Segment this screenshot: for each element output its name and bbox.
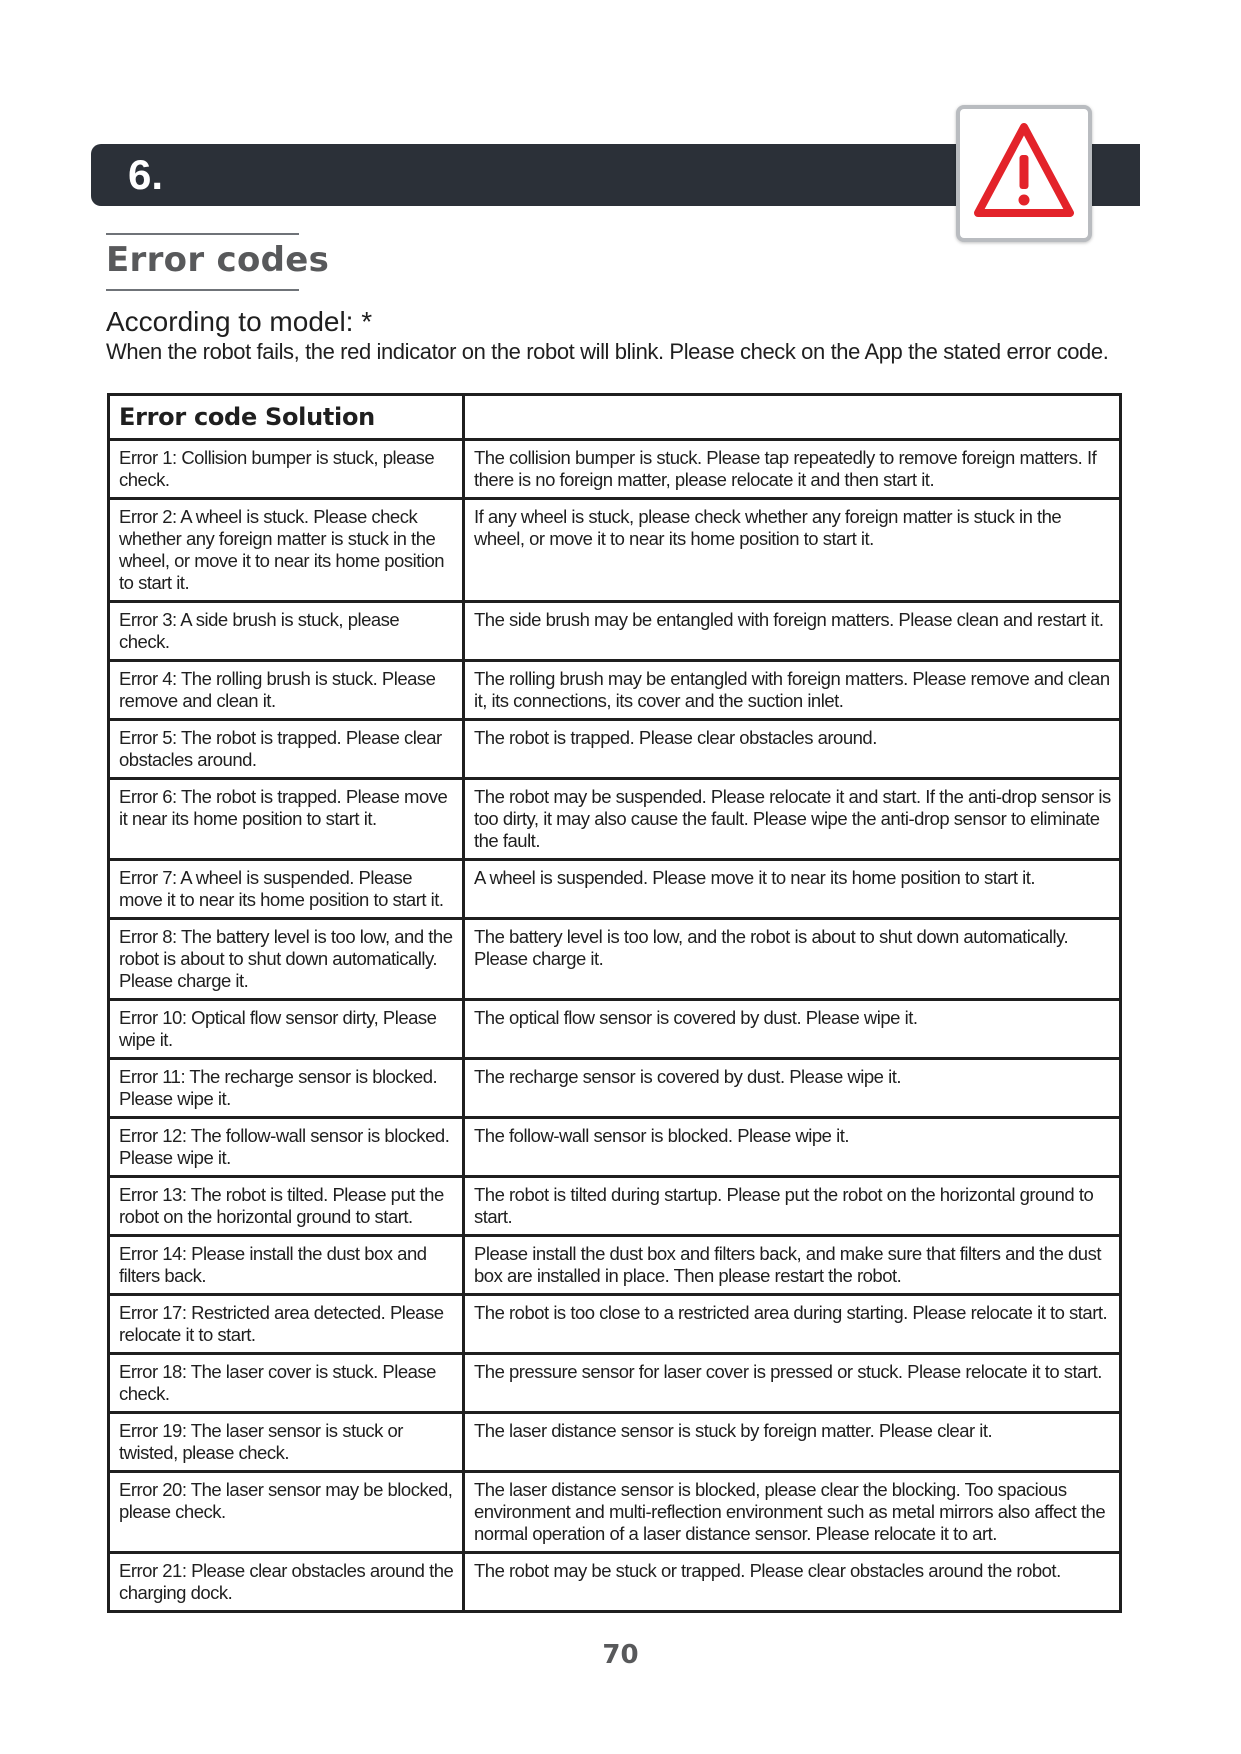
table-row <box>109 1354 1121 1413</box>
solution-cell: The side brush may be entangled with foreign matters. Please clean and restart it. <box>464 602 1121 661</box>
intro-text: When the robot fails, the red indicator on the robot will blink. Please check on the App the stated error code. <box>106 339 1109 364</box>
table-header-row <box>109 395 1121 440</box>
error-code-cell: Error 17: Restricted area detected. Please relocate it to start. <box>109 1295 464 1354</box>
error-code-cell: Error 14: Please install the dust box and filters back. <box>109 1236 464 1295</box>
table-row <box>109 720 1121 779</box>
solution-cell: The collision bumper is stuck. Please tap repeatedly to remove foreign matters. If there is no foreign matter, please relocate it and then start it. <box>464 440 1121 499</box>
table-row <box>109 919 1121 1000</box>
error-code-cell: Error 19: The laser sensor is stuck or twisted, please check. <box>109 1413 464 1472</box>
page-title: Error codes <box>106 240 330 280</box>
table-header: Error code Solution <box>109 395 464 440</box>
error-code-cell: Error 3: A side brush is stuck, please check. <box>109 602 464 661</box>
solution-cell: The robot is too close to a restricted area during starting. Please relocate it to start. <box>464 1295 1121 1354</box>
error-code-cell: Error 21: Please clear obstacles around the charging dock. <box>109 1553 464 1612</box>
section-number: 6. <box>128 151 164 198</box>
table-row <box>109 1000 1121 1059</box>
error-code-cell: Error 1: Collision bumper is stuck, please check. <box>109 440 464 499</box>
table-row <box>109 1413 1121 1472</box>
table-row <box>109 440 1121 499</box>
solution-cell: Please install the dust box and filters back, and make sure that filters and the dust box are installed in place. Then please restart the robot. <box>464 1236 1121 1295</box>
error-code-cell: Error 13: The robot is tilted. Please put the robot on the horizontal ground to start. <box>109 1177 464 1236</box>
table-row <box>109 1059 1121 1118</box>
error-code-cell: Error 6: The robot is trapped. Please move it near its home position to start it. <box>109 779 464 860</box>
model-note: According to model: * <box>106 306 373 337</box>
page-number: 70 <box>602 1640 639 1670</box>
solution-cell: The laser distance sensor is blocked, please clear the blocking. Too spacious environment and multi-reflection environment such as metal mirrors also affect the normal operation of a laser distance sensor. Please relocate it to art. <box>464 1472 1121 1553</box>
table-row <box>109 602 1121 661</box>
error-code-cell: Error 20: The laser sensor may be blocked, please check. <box>109 1472 464 1553</box>
warning-triangle-icon <box>970 119 1078 227</box>
error-code-cell: Error 12: The follow-wall sensor is blocked. Please wipe it. <box>109 1118 464 1177</box>
warning-badge <box>956 105 1092 242</box>
solution-cell: The robot may be suspended. Please relocate it and start. If the anti-drop sensor is too dirty, it may also cause the fault. Please wipe the anti-drop sensor to eliminate the fault. <box>464 779 1121 860</box>
solution-cell: A wheel is suspended. Please move it to near its home position to start it. <box>464 860 1121 919</box>
solution-cell: The robot is tilted during startup. Please put the robot on the horizontal ground to start. <box>464 1177 1121 1236</box>
solution-cell: The laser distance sensor is stuck by foreign matter. Please clear it. <box>464 1413 1121 1472</box>
error-code-cell: Error 2: A wheel is stuck. Please check whether any foreign matter is stuck in the wheel, or move it to near its home position to start it. <box>109 499 464 602</box>
error-code-cell: Error 5: The robot is trapped. Please clear obstacles around. <box>109 720 464 779</box>
solution-cell: The robot is trapped. Please clear obstacles around. <box>464 720 1121 779</box>
table-row <box>109 1236 1121 1295</box>
error-code-cell: Error 11: The recharge sensor is blocked. Please wipe it. <box>109 1059 464 1118</box>
table-row <box>109 1472 1121 1553</box>
title-top-rule <box>106 233 299 235</box>
table-row <box>109 1553 1121 1612</box>
error-code-cell: Error 4: The rolling brush is stuck. Please remove and clean it. <box>109 661 464 720</box>
table-header-right <box>464 395 1121 440</box>
solution-cell: The rolling brush may be entangled with foreign matters. Please remove and clean it, its connections, its cover and the suction inlet. <box>464 661 1121 720</box>
error-code-cell: Error 10: Optical flow sensor dirty, Please wipe it. <box>109 1000 464 1059</box>
title-bottom-rule <box>106 289 299 291</box>
solution-cell: The pressure sensor for laser cover is pressed or stuck. Please relocate it to start. <box>464 1354 1121 1413</box>
error-code-cell: Error 7: A wheel is suspended. Please move it to near its home position to start it. <box>109 860 464 919</box>
solution-cell: The optical flow sensor is covered by dust. Please wipe it. <box>464 1000 1121 1059</box>
solution-cell: The battery level is too low, and the robot is about to shut down automatically. Please charge it. <box>464 919 1121 1000</box>
error-code-cell: Error 8: The battery level is too low, and the robot is about to shut down automatically. Please charge it. <box>109 919 464 1000</box>
error-codes-table <box>107 393 1122 1613</box>
solution-cell: The recharge sensor is covered by dust. Please wipe it. <box>464 1059 1121 1118</box>
solution-cell: If any wheel is stuck, please check whether any foreign matter is stuck in the wheel, or move it to near its home position to start it. <box>464 499 1121 602</box>
table-row <box>109 779 1121 860</box>
error-code-cell: Error 18: The laser cover is stuck. Please check. <box>109 1354 464 1413</box>
solution-cell: The follow-wall sensor is blocked. Please wipe it. <box>464 1118 1121 1177</box>
table-row <box>109 1295 1121 1354</box>
table-row <box>109 860 1121 919</box>
table-row <box>109 1118 1121 1177</box>
table-row <box>109 499 1121 602</box>
table-row <box>109 661 1121 720</box>
table-row <box>109 1177 1121 1236</box>
solution-cell: The robot may be stuck or trapped. Please clear obstacles around the robot. <box>464 1553 1121 1612</box>
